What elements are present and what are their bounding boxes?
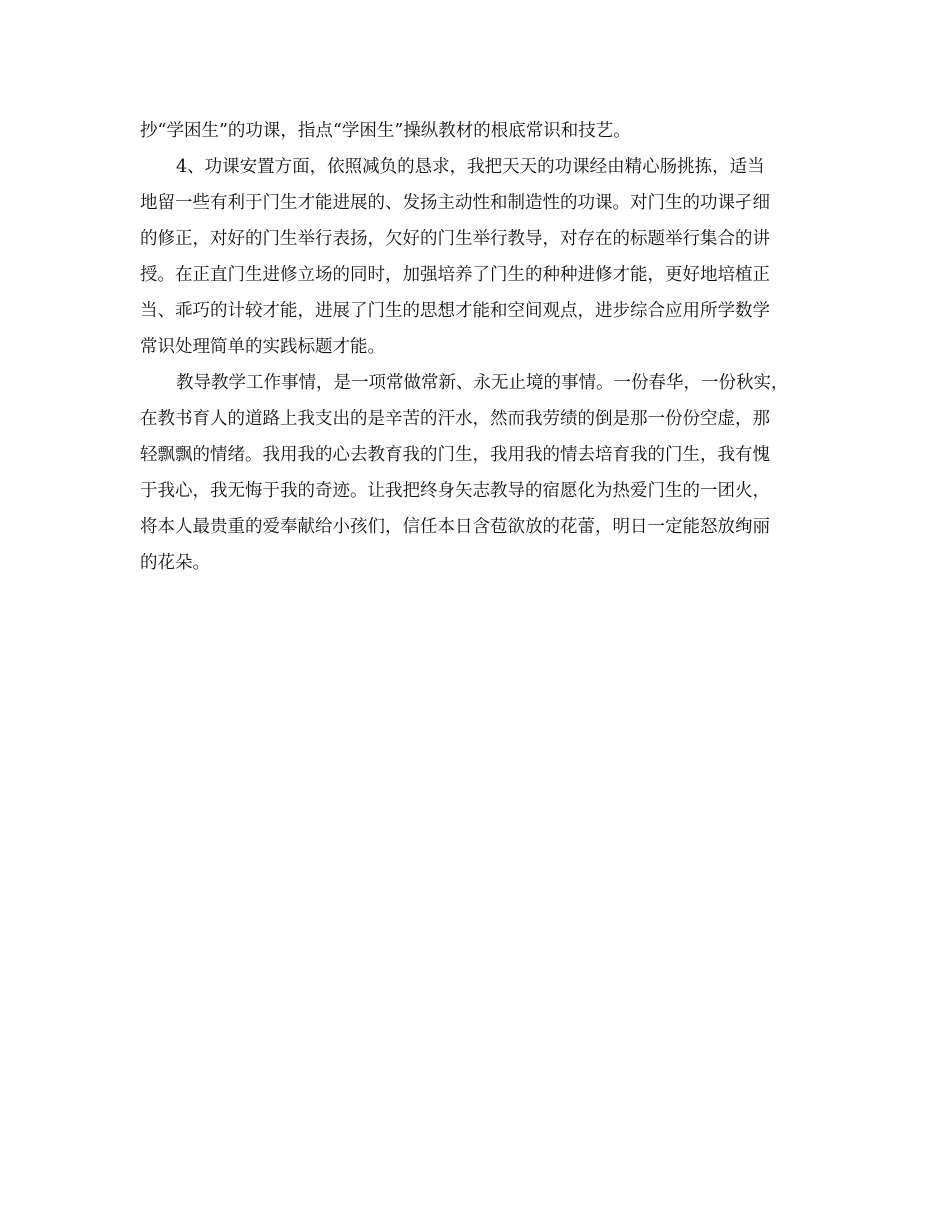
paragraph-line: 在教书育人的道路上我支出的是辛苦的汗水，然而我劳绩的倒是那一份份空虚，那	[140, 409, 770, 429]
paragraph-3	[140, 365, 830, 581]
paragraph-line: 抄“学困生”的功课，指点“学困生”操纵教材的根底常识和技艺。	[140, 121, 631, 141]
paragraph-line: 将本人最贵重的爱奉献给小孩们，信任本日含苞欲放的花蕾，明日一定能怒放绚丽	[140, 517, 770, 537]
paragraph-1	[140, 113, 830, 149]
paragraph-line: 教导教学工作事情，是一项常做常新、永无止境的事情。一份春华，一份秋实，	[176, 373, 789, 393]
paragraph-line: 轻飘飘的情绪。我用我的心去教育我的门生，我用我的情去培育我的门生，我有愧	[140, 445, 770, 465]
paragraph-line: 的花朵。	[140, 553, 210, 573]
paragraph-line: 地留一些有利于门生才能进展的、发扬主动性和制造性的功课。对门生的功课孑细	[140, 193, 770, 213]
paragraph-line: 4、功课安置方面，依照减负的恳求，我把天天的功课经由精心肠挑拣，适当	[176, 157, 765, 177]
paragraph-line: 的修正，对好的门生举行表扬，欠好的门生举行教导，对存在的标题举行集合的讲	[140, 229, 770, 249]
document-body	[140, 113, 830, 581]
paragraph-line: 于我心，我无悔于我的奇迹。让我把终身矢志教导的宿愿化为热爱门生的一团火，	[140, 481, 770, 501]
paragraph-2	[140, 149, 830, 365]
paragraph-line: 当、乖巧的计较才能，进展了门生的思想才能和空间观点，进步综合应用所学数学	[140, 301, 770, 321]
paragraph-line: 常识处理简单的实践标题才能。	[140, 337, 385, 357]
paragraph-line: 授。在正直门生进修立场的同时，加强培养了门生的种种进修才能，更好地培植正	[140, 265, 770, 285]
